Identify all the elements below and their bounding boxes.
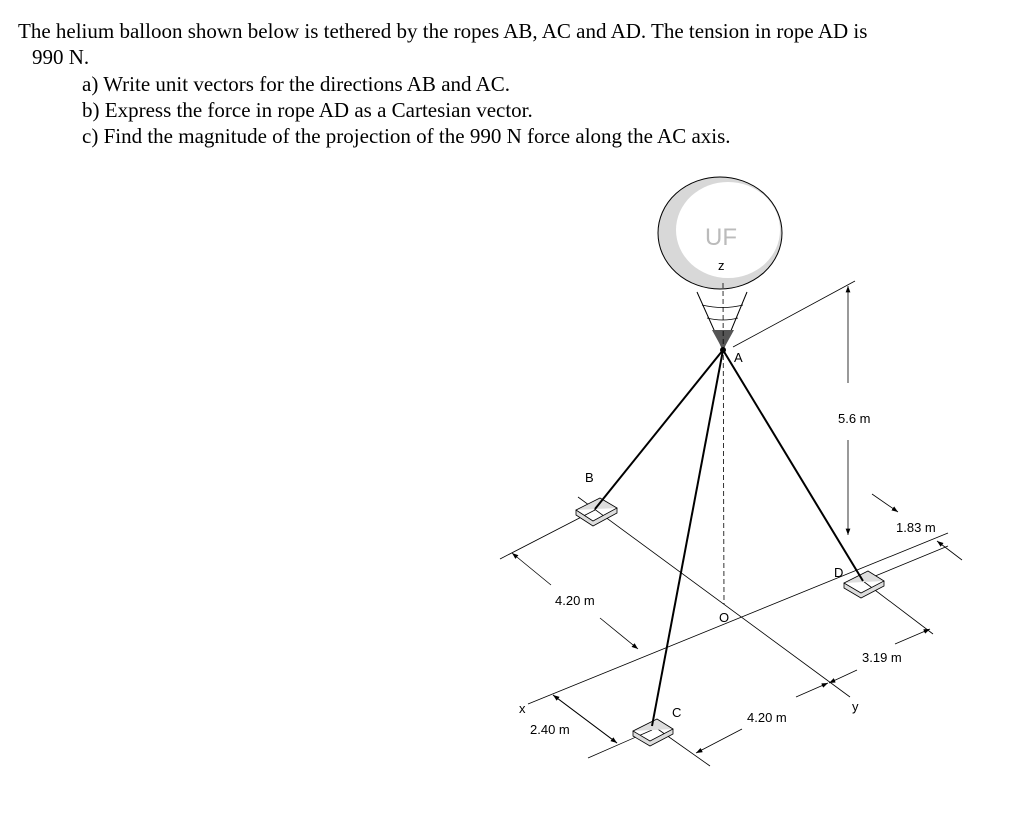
point-c-label: C [672,705,682,720]
part-a-text: Write unit vectors for the directions AB and AC. [103,72,511,96]
dim-d-offset: 1.83 m [896,520,936,535]
anchor-block-b [576,498,617,526]
dim-height: 5.6 m [838,411,871,426]
part-b-marker: b) [82,98,100,122]
problem-intro-line2: 990 N. [32,45,90,69]
dim-d-y: 3.19 m [862,650,902,665]
dim-b-x: 4.20 m [555,593,595,608]
part-c-marker: c) [82,124,99,148]
point-b-label: B [585,470,594,485]
axis-y-label: y [852,699,859,714]
part-c-text: Find the magnitude of the projection of the 990 N force along the AC axis. [103,124,731,148]
point-o-label: O [719,610,730,625]
part-b-text: Express the force in rope AD as a Cartesian vector. [104,98,533,122]
point-a-label: A [734,350,743,365]
rope-ac [652,350,723,726]
axis-x-label: x [519,701,526,716]
rope-ad [723,350,863,581]
axes [500,281,962,766]
dim-c-x: 2.40 m [530,722,570,737]
problem-intro-line1: The helium balloon shown below is tethered by the ropes AB, AC and AD. The tension in rope AD is [18,19,868,43]
point-d-label: D [834,565,844,580]
dim-c-y: 4.20 m [747,710,787,725]
axis-z-label: z [718,258,725,273]
balloon-logo: UF [705,224,737,251]
part-a-marker: a) [82,72,99,96]
rope-ab [595,350,723,509]
